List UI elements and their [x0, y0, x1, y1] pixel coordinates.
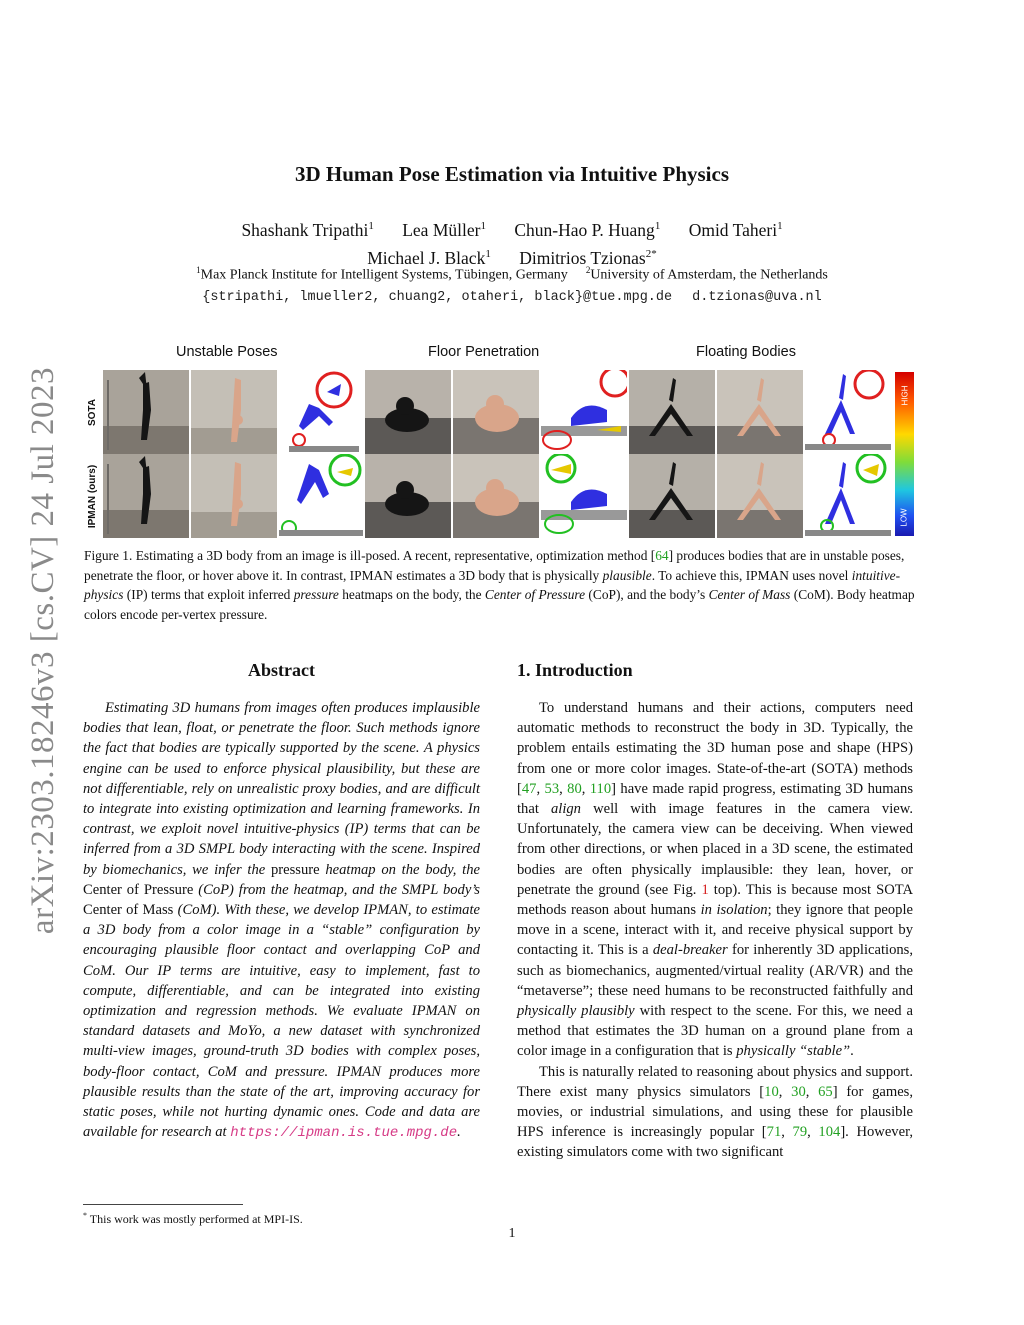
figure-header: Floor Penetration	[428, 344, 540, 360]
abstract-body: Estimating 3D humans from images often produces implausible bodies that lean, float, or penetrate the floor. Such methods ignore the fact that bodies are typically supported by the scene. A physics engine can be used to enforce physical plausibility, but these are not differentiable, rely on unrealistic proxy bodies, and are difficult to integrate into existing optimization and learning frameworks. In contrast, we exploit novel intuitive-physics (IP) terms that can be inferred from a 3D SMPL body interacting with the scene. Inspired by biomechanics, we infer the pressure heatmap on the body, the Center of Pressure (CoP) from the heatmap, and the SMPL body’s Center of Mass (CoM). With these, we develop IPMAN, to estimate a 3D body from a color image in a “stable” configuration by encouraging plausible floor contact and overlapping CoP and CoM. Our IP terms are intuitive, easy to implement, fast to compute, differentiable, and can be integrated into existing optimization and regression methods. We evaluate IPMAN on standard datasets and MoYo, a new dataset with synchronized multi-view images, ground-truth 3D bodies with complex poses, body-floor contact, CoM and pressure. IPMAN produces more plausible results than the state of the art, improving accuracy for static poses, while not hurting dynamic ones. Code and data are available for research at https://ipman.is.tue.mpg.de.	[83, 700, 481, 1142]
photo-panel	[629, 454, 715, 538]
citation-link[interactable]: 53	[544, 780, 560, 797]
person-silhouette	[103, 454, 189, 538]
figure-ref-link[interactable]: 1	[701, 881, 709, 898]
render-panel	[191, 370, 277, 454]
author-emails	[100, 290, 924, 305]
person-render	[453, 454, 539, 538]
person-render	[717, 370, 803, 454]
affiliation: Max Planck Institute for Intelligent Systems, Tübingen, Germany	[200, 267, 568, 283]
email-mpi: {stripathi, lmueller2, chuang2, otaheri, black}@tue.mpg.de	[202, 290, 673, 305]
render-panel	[717, 370, 803, 454]
abstract-column	[83, 660, 480, 1143]
row-label: SOTA	[87, 398, 99, 426]
author: Dimitrios Tzionas$^{2*}$	[519, 247, 657, 268]
mesh-panel	[279, 454, 363, 538]
author: Michael J. Black$^1$	[367, 247, 491, 268]
person-silhouette	[629, 370, 715, 454]
figure-header: Floating Bodies	[696, 344, 796, 360]
render-panel	[453, 454, 539, 538]
paper-title: 3D Human Pose Estimation via Intuitive Physics	[294, 162, 730, 186]
person-render	[191, 454, 277, 538]
footnote: * This work was mostly performed at MPI-IS.	[83, 1211, 303, 1226]
person-silhouette	[629, 454, 715, 538]
figure-caption: Figure 1. Estimating a 3D body from an image is ill-posed. A recent, representative, optimization method [64] produces bodies that are in unstable poses, penetrate the floor, or hover above it. In contrast, IPMAN estimates a 3D body that is physically plausible. To achieve this, IPMAN uses novel intuitive-physics (IP) terms that exploit inferred pressure heatmaps on the body, the Center of Pressure (CoP), and the body’s Center of Mass (CoM). Body heatmap colors encode per-vertex pressure.	[84, 548, 915, 622]
citation-link[interactable]: 10	[764, 1083, 779, 1100]
body-mesh	[805, 370, 891, 454]
page-number: 1	[508, 1226, 516, 1241]
email-uva: d.tzionas@uva.nl	[692, 290, 822, 305]
mesh-panel	[279, 370, 363, 454]
introduction-heading: 1. Introduction	[517, 660, 633, 680]
figure-header: Unstable Poses	[176, 344, 278, 360]
body-mesh	[279, 370, 363, 454]
photo-panel	[103, 370, 189, 454]
body-mesh	[541, 454, 627, 538]
abstract-heading: Abstract	[248, 660, 315, 680]
mesh-panel	[541, 370, 627, 454]
photo-panel	[365, 454, 451, 538]
citation-link[interactable]: 64	[655, 548, 669, 563]
render-panel	[191, 454, 277, 538]
intro-paragraph: To understand humans and their actions, computers need automatic methods to reconstruct the body in 3D. Typically, the problem entails estimating the 3D human pose and shape (HPS) from one or more color images. State-of-the-art (SOTA) methods [47, 53, 80, 110] have made rapid progress, estimating 3D humans that align well with image features in the camera view. Unfortunately, the camera view can be deceiving. When viewed from other directions, or when placed in a 3D scene, the estimated bodies are often physically implausible: they lean, hover, or penetrate the ground (see Fig. 1 top). This is because most SOTA methods reason about humans in isolation; they ignore that people move in a scene, interact with it, and receive physical support by contacting it. This is a deal-breaker for inherently 3D applications, such as biomechanics, augmented/virtual reality (AR/VR) and the “metaverse”; these need humans to be reconstructed faithfully and physically plausibly with respect to the scene. For this, we need a method that estimates the 3D human on a ground plane from a color image in a configuration that is physically “stable”.	[517, 700, 914, 1060]
author: Shashank Tripathi$^1$	[241, 219, 374, 240]
person-render	[717, 454, 803, 538]
citation-link[interactable]: 79	[792, 1124, 808, 1141]
mesh-panel	[805, 370, 891, 454]
introduction-column	[517, 660, 913, 1163]
affiliations: $^1$Max Planck Institute for Intelligent Systems, Tübingen, Germany $^2$University of Amsterdam, the Netherlands	[196, 265, 828, 283]
teaser-figure	[84, 344, 914, 544]
colorbar-high-label: HIGH	[900, 385, 909, 405]
person-silhouette	[365, 370, 451, 454]
arxiv-identifier: arXiv:2303.18246v3 [cs.CV] 24 Jul 2023	[25, 366, 62, 934]
person-render	[191, 370, 277, 454]
footnote-rule	[83, 1204, 243, 1205]
citation-link[interactable]: 104	[818, 1124, 841, 1141]
row-label: IPMAN (ours)	[87, 464, 99, 528]
mesh-panel	[541, 454, 627, 538]
body-mesh	[805, 454, 891, 538]
body-mesh	[541, 370, 627, 454]
person-render	[453, 370, 539, 454]
person-silhouette	[103, 370, 189, 454]
colorbar-low-label: LOW	[899, 507, 909, 527]
body-mesh	[279, 454, 363, 538]
citation-link[interactable]: 65	[818, 1083, 833, 1100]
pressure-colorbar	[895, 372, 914, 536]
citation-link[interactable]: 80	[567, 780, 582, 797]
mesh-panel	[805, 454, 891, 538]
citation-link[interactable]: 71	[766, 1124, 782, 1141]
citation-link[interactable]: 110	[589, 780, 612, 797]
author: Chun-Hao P. Huang$^1$	[514, 219, 661, 240]
author: Lea Müller$^1$	[402, 219, 486, 240]
author: Omid Taheri$^1$	[688, 219, 783, 240]
author-list	[150, 214, 874, 270]
intro-paragraph: This is naturally related to reasoning about physics and support. There exist many physics simulators [10, 30, 65] for games, movies, or industrial simulations, and using these for plausible HPS inference is increasingly popular [71, 79, 104]. However, existing simulators come with two significant	[517, 1063, 914, 1161]
project-url-link[interactable]: https://ipman.is.tue.mpg.de	[230, 1125, 458, 1142]
citation-link[interactable]: 47	[521, 780, 537, 797]
photo-panel	[365, 370, 451, 454]
citation-link[interactable]: 30	[791, 1083, 806, 1100]
affiliation: University of Amsterdam, the Netherlands	[590, 267, 828, 283]
photo-panel	[103, 454, 189, 538]
person-silhouette	[365, 454, 451, 538]
render-panel	[717, 454, 803, 538]
arxiv-side-stamp	[22, 360, 66, 940]
render-panel	[453, 370, 539, 454]
photo-panel	[629, 370, 715, 454]
